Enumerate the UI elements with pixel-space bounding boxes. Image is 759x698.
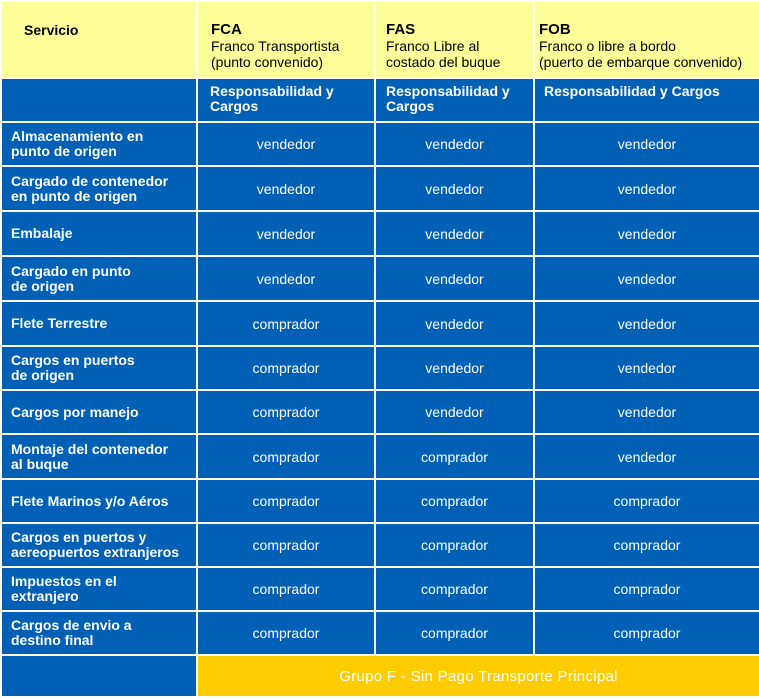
service-label: [2, 524, 196, 566]
service-label-line1: Cargos de envio a: [11, 617, 132, 633]
term-desc-line1: Franco o libre a bordo: [539, 38, 676, 54]
service-label: [2, 302, 196, 345]
subheader-empty: [2, 79, 196, 121]
table-row: [2, 257, 759, 300]
service-label: [2, 123, 196, 165]
responsibility-cell: comprador: [535, 480, 759, 522]
header-fob: [535, 2, 759, 77]
service-label-line1: Cargos por manejo: [11, 403, 139, 420]
responsibility-cell: comprador: [198, 612, 374, 654]
table-row: [2, 612, 759, 654]
responsibility-cell: comprador: [198, 568, 374, 610]
header-fca: [198, 2, 374, 77]
service-label-line1: Impuestos en el: [11, 573, 117, 589]
term-desc-line2: costado del buque: [386, 54, 501, 70]
responsibility-cell: vendedor: [376, 212, 533, 255]
responsibility-cell: vendedor: [535, 257, 759, 300]
responsibility-cell: comprador: [535, 524, 759, 566]
subheader-fca: Responsabilidad y Cargos: [198, 79, 374, 121]
subheader-row: [2, 79, 759, 121]
responsibility-cell: vendedor: [535, 435, 759, 478]
service-label: [2, 568, 196, 610]
term-code: FCA: [211, 21, 242, 38]
responsibility-cell: comprador: [535, 568, 759, 610]
subheader-fas: Responsabilidad y Cargos: [376, 79, 533, 121]
service-label-line2: punto de origen: [11, 143, 117, 159]
term-desc-line1: Franco Transportista: [211, 38, 340, 54]
responsibility-cell: vendedor: [376, 257, 533, 300]
responsibility-cell: vendedor: [535, 391, 759, 433]
service-label: [2, 257, 196, 300]
responsibility-cell: comprador: [198, 524, 374, 566]
responsibility-cell: vendedor: [535, 347, 759, 389]
table-row: [2, 524, 759, 566]
table-row: [2, 391, 759, 433]
service-label-line1: Cargos en puertos y: [11, 529, 147, 545]
term-desc-line2: (punto convenido): [211, 54, 324, 70]
responsibility-cell: vendedor: [376, 391, 533, 433]
service-label: [2, 435, 196, 478]
responsibility-cell: vendedor: [198, 257, 374, 300]
table-row: [2, 568, 759, 610]
responsibility-cell: comprador: [198, 347, 374, 389]
service-label: [2, 212, 196, 255]
table-row: [2, 123, 759, 165]
header-servicio: Servicio: [2, 2, 196, 77]
service-label: [2, 480, 196, 522]
service-label-line1: Almacenamiento en: [11, 128, 144, 144]
responsibility-cell: comprador: [376, 435, 533, 478]
service-label-line1: Cargado de contenedor: [11, 172, 169, 189]
service-label: [2, 612, 196, 654]
responsibility-cell: comprador: [376, 612, 533, 654]
service-label-line2: de origen: [11, 367, 75, 383]
service-label-line2: al buque: [11, 455, 69, 472]
table-row: [2, 302, 759, 345]
footer-row: [2, 656, 759, 696]
service-label-line2: de origen: [11, 277, 75, 294]
responsibility-cell: vendedor: [535, 302, 759, 345]
service-label: [2, 347, 196, 389]
service-label-line1: Embalaje: [11, 225, 73, 241]
responsibility-cell: comprador: [376, 524, 533, 566]
responsibility-cell: vendedor: [198, 123, 374, 165]
service-label-line2: en punto de origen: [11, 187, 137, 204]
service-label-line1: Flete Terrestre: [11, 315, 108, 331]
responsibility-cell: comprador: [376, 568, 533, 610]
responsibility-cell: comprador: [376, 480, 533, 522]
responsibility-cell: vendedor: [198, 167, 374, 210]
responsibility-cell: vendedor: [535, 212, 759, 255]
table-row: [2, 435, 759, 478]
responsibility-cell: comprador: [198, 435, 374, 478]
service-label: [2, 391, 196, 433]
service-label-line1: Montaje del contenedor: [11, 440, 169, 457]
table-row: [2, 347, 759, 389]
term-desc-line2: (puerto de embarque convenido): [539, 54, 743, 70]
responsibility-cell: comprador: [198, 302, 374, 345]
responsibility-cell: vendedor: [376, 167, 533, 210]
table-row: [2, 167, 759, 210]
term-desc-line1: Franco Libre al: [386, 38, 480, 54]
responsibility-cell: vendedor: [535, 123, 759, 165]
group-label: Grupo F - Sin Pago Transporte Principal: [198, 656, 759, 696]
responsibility-cell: vendedor: [376, 302, 533, 345]
service-label-line1: Cargos en puertos: [11, 352, 135, 368]
responsibility-cell: vendedor: [535, 167, 759, 210]
responsibility-cell: comprador: [198, 480, 374, 522]
table-row: [2, 480, 759, 522]
service-label-line1: Cargado en punto: [11, 262, 131, 279]
subheader-fob: Responsabilidad y Cargos: [535, 79, 759, 121]
header-fas: [376, 2, 533, 77]
term-code: FAS: [386, 21, 416, 38]
service-label-line2: extranjero: [11, 588, 79, 604]
service-label: [2, 167, 196, 210]
responsibility-cell: comprador: [198, 391, 374, 433]
responsibility-cell: vendedor: [376, 123, 533, 165]
service-label-line2: aereopuertos extranjeros: [11, 544, 180, 560]
service-label-line1: Flete Marinos y/o Aéros: [11, 492, 169, 509]
responsibility-cell: comprador: [535, 612, 759, 654]
term-code: FOB: [539, 21, 571, 38]
service-label-line2: destino final: [11, 632, 94, 648]
footer-empty: [2, 656, 196, 696]
responsibility-cell: vendedor: [376, 347, 533, 389]
table-row: [2, 212, 759, 255]
header-row: [2, 2, 759, 77]
responsibility-cell: vendedor: [198, 212, 374, 255]
